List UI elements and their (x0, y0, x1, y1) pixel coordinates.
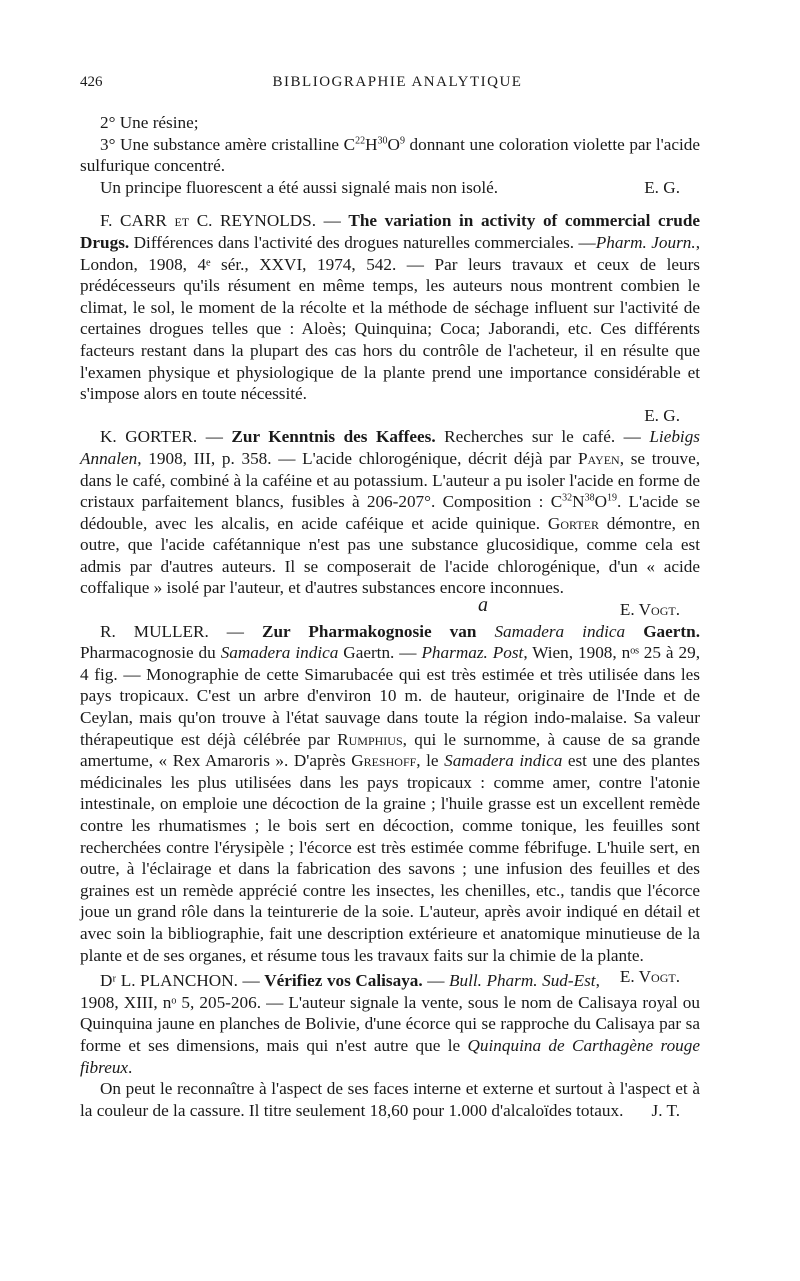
formula-element: H (365, 134, 378, 154)
formula-element: N (572, 492, 585, 512)
formula-sup: 30 (377, 134, 388, 146)
entry-title: Zur Pharmakognosie van (262, 621, 477, 641)
entry-title: The variation in activity of commercial crude Drugs. (80, 211, 701, 252)
intro-line-1: 2° Une résine; (100, 113, 199, 132)
entry-journal: Pharmaz. Post (421, 643, 524, 663)
entry-title-italic: Samadera indica (494, 621, 626, 641)
signature: E. G. (644, 405, 680, 425)
entry-journal: Bull. Pharm. Sud-Est (448, 971, 596, 991)
formula-sup: 38 (584, 492, 595, 504)
entry-text: , le (416, 751, 445, 771)
entry-italic: Samadera indica (220, 643, 339, 663)
intro-line-2 (80, 134, 700, 177)
bibliography-entry-gorter (80, 426, 700, 599)
formula-element: O (594, 492, 607, 512)
entry-title: Vérifiez vos Calisaya. (264, 971, 423, 991)
entry-journal: Pharm. Journ. (595, 232, 696, 252)
entry-text: , 1908, XIII, nᵒ 5, 205-206. — L'auteur signale la vente, sous le nom de Calisaya royal ou Quinquina jaune en planches de Bolivie, d'une écorce qui se rapproche du Calisaya par sa forme et ses dimensions, mais qui n'est autre que le (80, 971, 700, 1055)
entry-text: , qui le surnomme, à cause de sa grande amertume, « Rex Amaroris ». D'après (80, 729, 701, 771)
entry-text: est une des plantes médicinales les plus utilisées dans les pays tropicaux : comme amer, contre l'atonie intestinale, on emploie une décoction de la graine ; l'huile grasse est un excellent remède contre les rhumatismes ; le bois sert en décoction, comme tonique, les feuilles sont recherchées contre l'érysipèle ; l'écorce est très estimée comme fébrifuge. L'huile sert, en outre, à l'éclairage et dans la fabrication des savons ; une infusion des feuilles et des graines est un remède apprécié contre les insectes, les chenilles, etc., tandis que l'écorce joue un grand rôle dans la teinturerie de la soie. L'auteur, après avoir indiqué en détail et avec soin la bibliographie, fait une description extérieure et anatomique minutieuse de la plante et de ses organes, et résume tous les travaux faits sur la chimie de la plante. (80, 751, 700, 965)
signature: J. T. (651, 1100, 680, 1120)
entry-text: Recherches sur le café. — (435, 427, 641, 447)
entry-authors: Dʳ L. PLANCHON. — (100, 971, 260, 991)
entry-title: Zur Kenntnis des Kaffees. (231, 427, 436, 447)
entry-text: démontre, en outre, que l'acide cafétannique n'est pas une substance glucosidique, comme cela est admis par d'autres auteurs. Il se composerait de l'acide chlorogénique, d'un « acide coffalique » isolé par l'auteur, et d'autres substances encore inconnues. (80, 513, 700, 598)
signature: E. Vogt. (619, 600, 680, 620)
entry-text: Pharmacognosie du (80, 643, 221, 663)
formula-sup: 32 (562, 492, 573, 504)
page-content (80, 112, 700, 1121)
formula-sup: 22 (355, 134, 366, 146)
entry-text: On peut le reconnaître à l'aspect de ses faces interne et externe et surtout à l'aspect et à la couleur de la cassure. Il titre seulement 18,60 pour 1.000 d'alcaloïdes totaux. (80, 1079, 700, 1120)
intro-text: donnant une coloration violette par l'acide sulfurique concentré. (80, 134, 700, 176)
entry-text: . (128, 1057, 133, 1077)
entry-text: Différences dans l'activité des drogues naturelles commerciales. — (129, 232, 596, 252)
cited-author: Greshoff (351, 751, 417, 771)
signature: E. Vogt. (619, 967, 680, 987)
cited-author: Payen (577, 448, 620, 468)
entry-italic: Samadera indica (444, 751, 563, 771)
page-number: 426 (80, 74, 103, 90)
cited-author: Rumphius (337, 729, 403, 749)
intro-text: Un principe fluorescent a été aussi signalé mais non isolé. (100, 177, 499, 197)
cited-author: Gorter (547, 513, 599, 533)
intro-line-3 (80, 177, 700, 199)
formula-sup: 9 (399, 134, 405, 146)
entry-text: , 1908, III, p. 358. — L'acide chlorogénique, décrit déjà par (137, 448, 578, 468)
entry-journal: Liebigs Annalen (80, 427, 700, 468)
entry-text: , se trouve, dans le café, combiné à la caféine et au potassium. L'auteur a pu isoler l'acide en forme de cristaux parfaitement blancs, fusibles à 206-207°. Composition : C (80, 448, 700, 512)
formula-element: O (387, 134, 400, 154)
entry-authors: K. GORTER. — (100, 427, 223, 447)
entry-text: , Wien, 1908, nᵒˢ 25 à 29, 4 fig. — Monographie de cette Simarubacée qui est très estimée et très utilisée dans les pays tropicaux. C'est un arbre d'environ 10 m. de hauteur, originaire de l'Inde et de Ceylan, mais qu'on trouve à l'état sauvage dans toute la région indo-malaise. Sa valeur thérapeutique est déjà célébrée par (80, 643, 700, 749)
entry-text: Gaertn. — (338, 643, 422, 663)
entry-italic: Quinquina de Carthagène rouge fibreux (80, 1035, 700, 1077)
bibliography-entry-carr (80, 210, 700, 404)
formula-sup: 19 (607, 492, 617, 504)
entry-text: , London, 1908, 4ᵉ sér., XXVI, 1974, 542. — Par leurs travaux et ceux de leurs prédécesseurs qu'ils résument en même temps, les auteurs nous montrent combien le climat, le sol, le moment de la récolte et la méthode de séchage influent sur l'activité de certaines drogues telles que : Aloès; Quinquina; Coca; Jaborandi, etc. Ces différents facteurs restant dans la plupart des cas hors du contrôle de l'acheteur, il en résulte que l'examen physique et physiologique de la plante prend une importance considérable et s'impose alors en toute nécessité. (80, 232, 700, 404)
signature-line (80, 594, 700, 621)
signature: E. G. (644, 177, 680, 197)
running-title: BIBLIOGRAPHIE ANALYTIQUE (272, 74, 523, 90)
entry-authors: R. MULLER. — (100, 621, 244, 641)
planchon-paragraph-2 (80, 1078, 700, 1121)
entry-title: Gaertn. (643, 621, 700, 641)
entry-text: — (422, 971, 449, 991)
page-header (80, 74, 715, 98)
entry-authors: F. CARR et C. REYNOLDS. — (100, 211, 341, 231)
entry-text: . L'acide se dédouble, avec les alcalis, en acide caféique et acide quinique. (80, 492, 700, 533)
handwritten-mark: a (478, 594, 488, 617)
intro-text: 3° Une substance amère cristalline C (100, 134, 356, 154)
